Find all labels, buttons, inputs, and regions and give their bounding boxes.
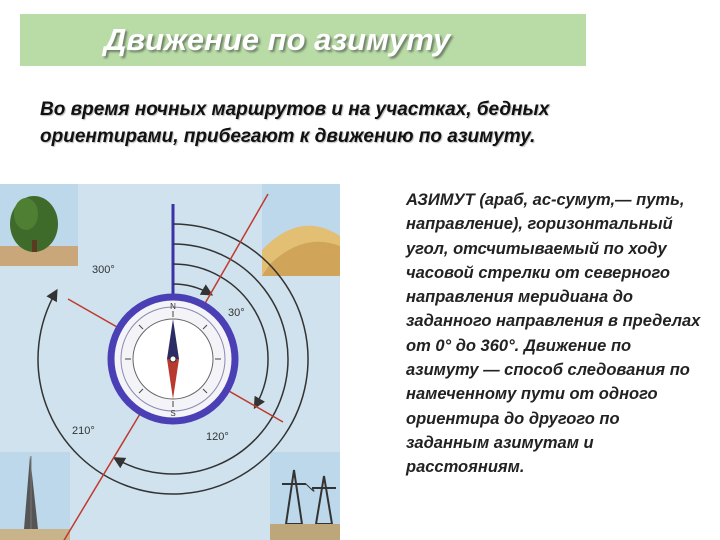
angle-label-30: 30° <box>228 307 245 319</box>
compass-label-north: N <box>170 302 176 311</box>
hill-landmark-icon <box>262 184 340 276</box>
angle-label-210: 210° <box>72 425 95 437</box>
slide-title: Движение по азимуту <box>104 22 451 57</box>
intro-paragraph: Во время ночных маршрутов и на участках, бедных ориентирами, прибегают к движению по азимуту. <box>40 99 550 147</box>
powerline-landmark-icon <box>270 452 340 540</box>
angle-label-120: 120° <box>206 431 229 443</box>
compass-icon <box>111 297 235 421</box>
compass-label-south: S <box>170 409 176 418</box>
tower-landmark-icon <box>0 452 70 540</box>
azimuth-diagram <box>0 184 340 540</box>
tree-landmark-icon <box>0 184 78 266</box>
definition-paragraph: АЗИМУТ (араб, ас-сумут,— путь, направление), горизонтальный угол, отсчитываемый по ходу часовой стрелки от северного направления меридиана до заданного направления в пределах от 0° до 360°. Движение по азимуту — способ следования по намеченному пути от одного ориентира до другого по заданным азимутам и расстояниям. <box>406 191 701 477</box>
angle-label-300: 300° <box>92 264 115 276</box>
